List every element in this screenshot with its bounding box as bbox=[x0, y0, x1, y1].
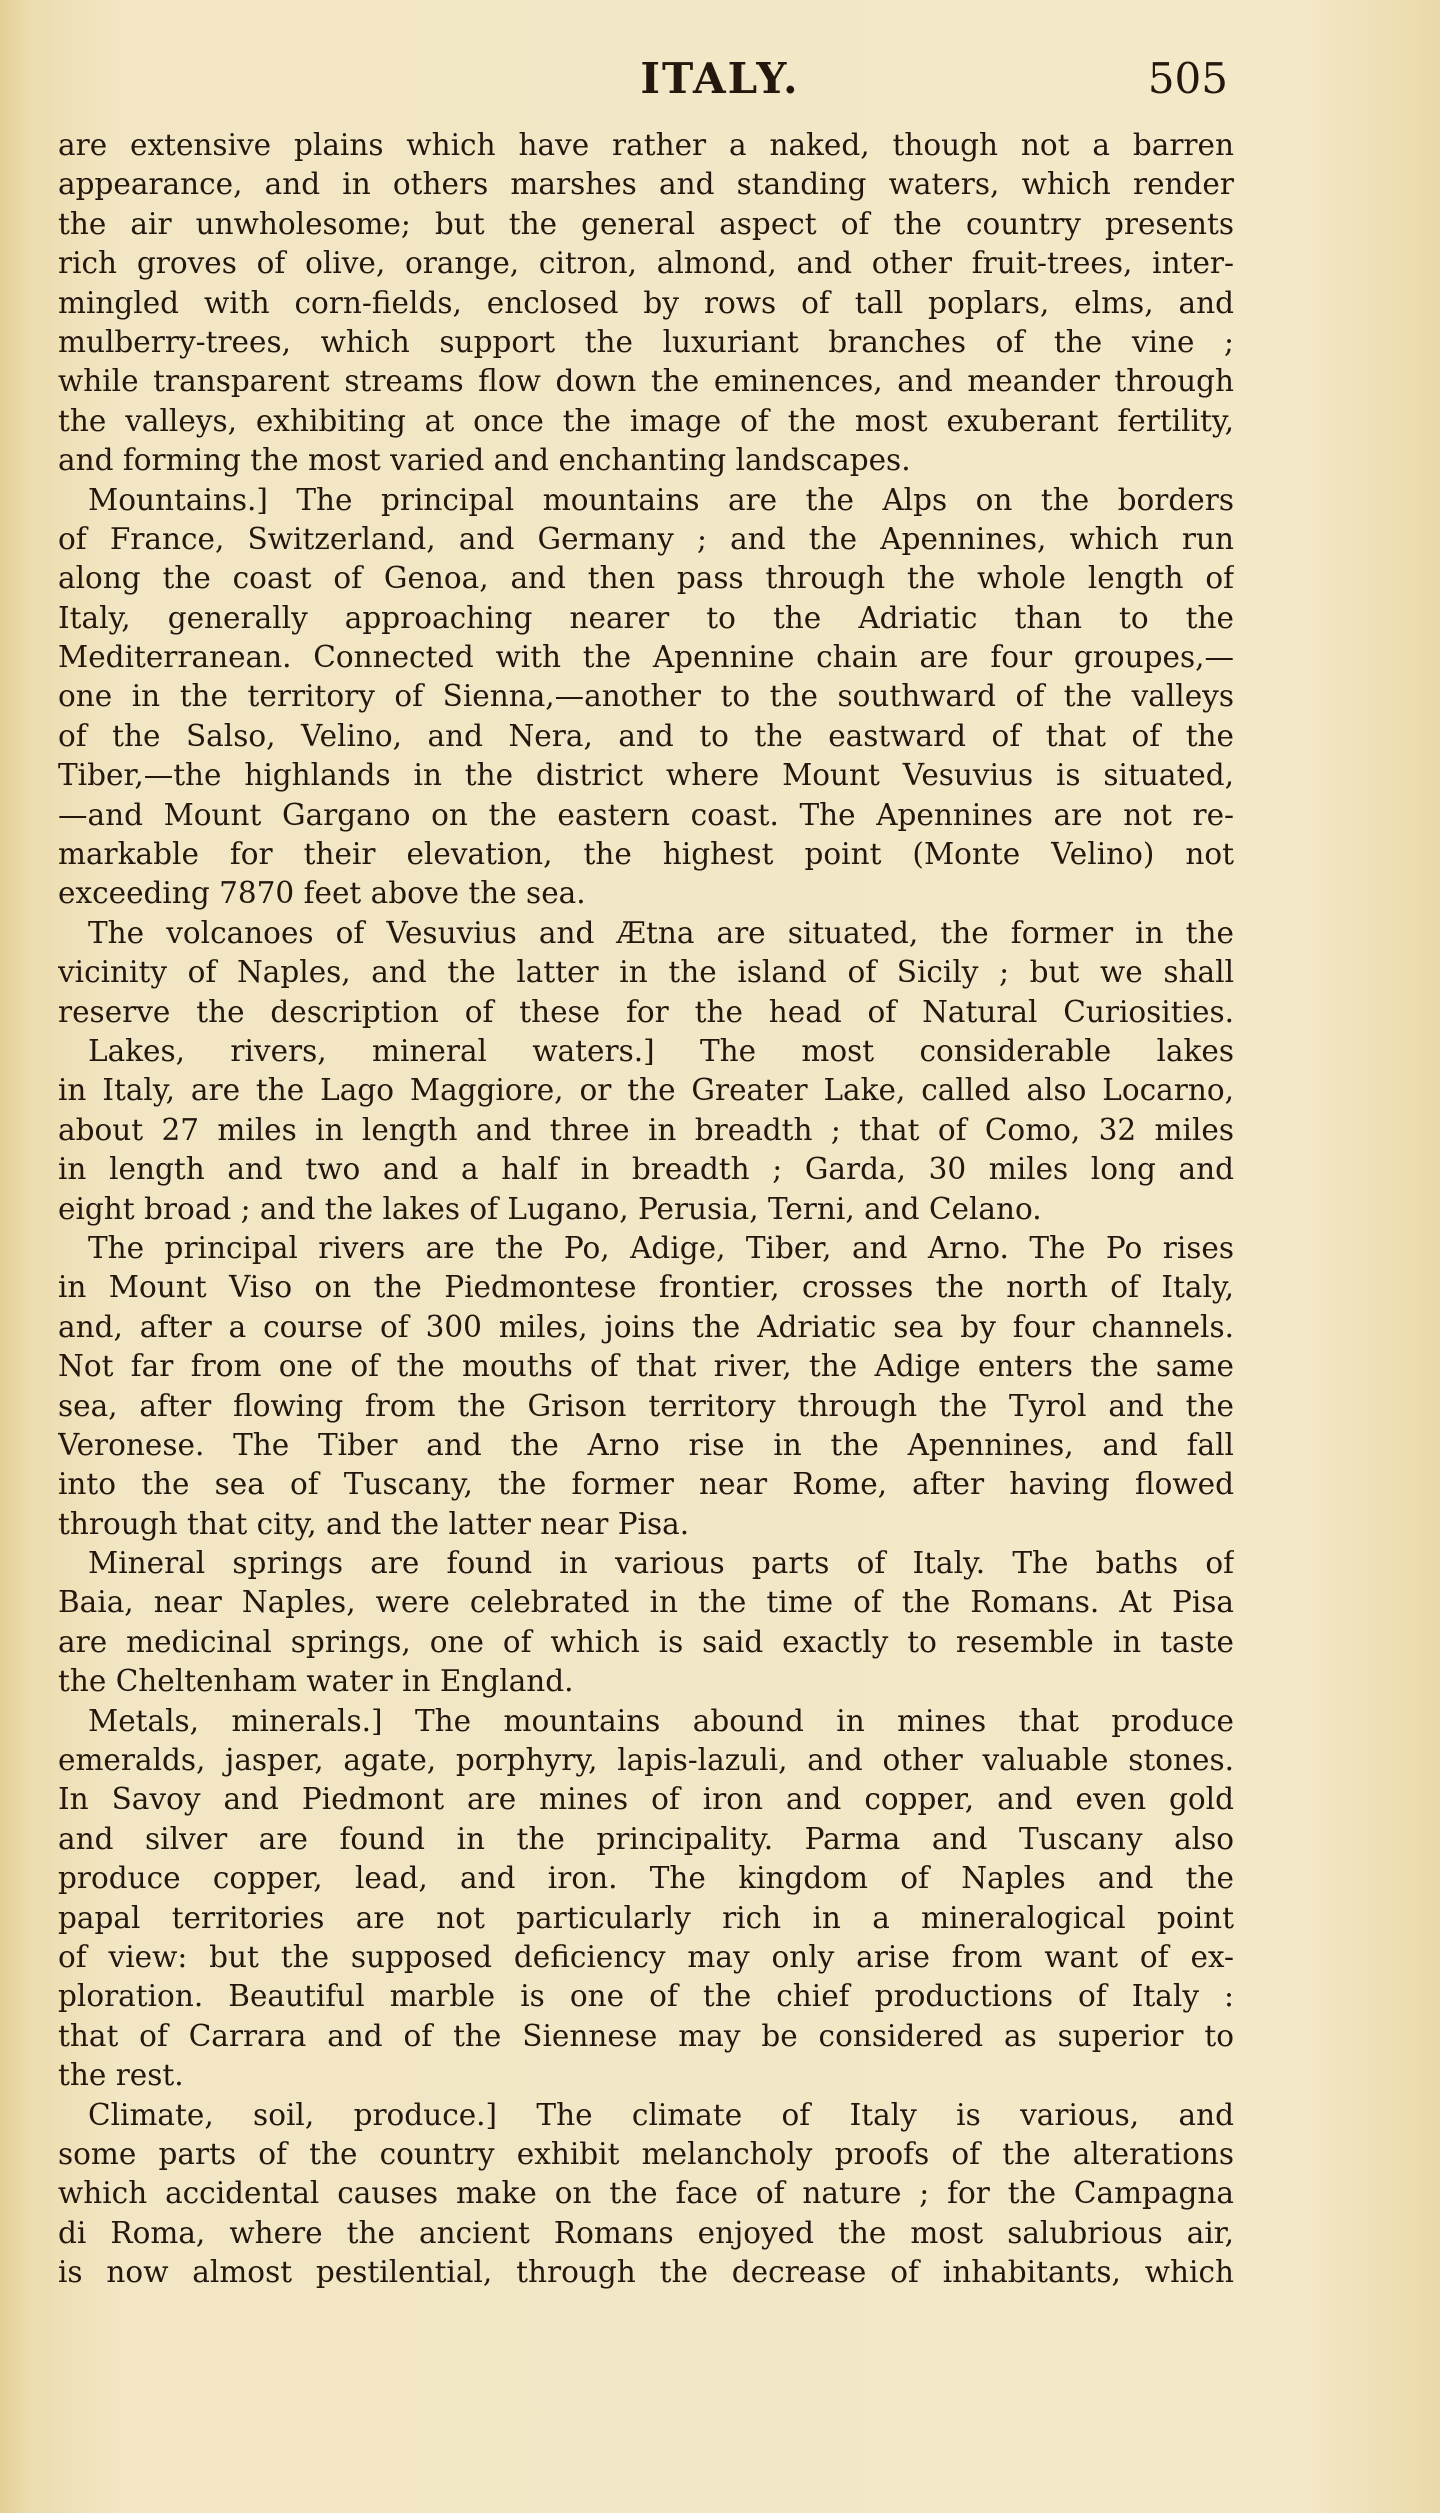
text-line: the air unwholesome; but the general aspect of the country presents bbox=[58, 206, 1234, 241]
text-line: the rest. bbox=[58, 2058, 184, 2093]
text-line: and forming the most varied and enchanting landscapes. bbox=[58, 443, 911, 478]
text-line: mingled with corn-fields, enclosed by rows of tall poplars, elms, and bbox=[58, 285, 1234, 320]
text-line: into the sea of Tuscany, the former near Rome, after having flowed bbox=[58, 1467, 1234, 1502]
text-line: Metals, minerals.] The mountains abound in mines that produce bbox=[88, 1703, 1234, 1738]
text-line: of the Salso, Velino, and Nera, and to the eastward of that of the bbox=[58, 718, 1234, 753]
text-line: rich groves of olive, orange, citron, almond, and other fruit-trees, inter- bbox=[58, 246, 1234, 281]
text-line: di Roma, where the ancient Romans enjoyed the most salubrious air, bbox=[58, 2215, 1234, 2250]
text-line: in Italy, are the Lago Maggiore, or the Greater Lake, called also Locarno, bbox=[58, 1073, 1234, 1108]
text-line: Not far from one of the mouths of that river, the Adige enters the same bbox=[58, 1349, 1234, 1384]
text-line: mulberry-trees, which support the luxuriant branches of the vine ; bbox=[58, 324, 1234, 359]
text-line: Baia, near Naples, were celebrated in the time of the Romans. At Pisa bbox=[58, 1585, 1234, 1620]
text-line: and silver are found in the principality. Parma and Tuscany also bbox=[58, 1821, 1234, 1856]
text-line: markable for their elevation, the highest point (Monte Velino) not bbox=[58, 837, 1234, 872]
text-line: of view: but the supposed deficiency may only arise from want of ex- bbox=[58, 1939, 1234, 1974]
text-line: the Cheltenham water in England. bbox=[58, 1664, 574, 1699]
text-line: of France, Switzerland, and Germany ; and the Apennines, which run bbox=[58, 521, 1234, 556]
text-line: eight broad ; and the lakes of Lugano, Perusia, Terni, and Celano. bbox=[58, 1191, 1042, 1226]
text-line: in length and two and a half in breadth ; Garda, 30 miles long and bbox=[58, 1152, 1234, 1187]
text-line: sea, after flowing from the Grison territory through the Tyrol and the bbox=[58, 1388, 1234, 1423]
text-line: reserve the description of these for the head of Natural Curiosities. bbox=[58, 994, 1234, 1029]
text-line: Mountains.] The principal mountains are the Alps on the borders bbox=[88, 482, 1234, 517]
text-line: papal territories are not particularly rich in a mineralogical point bbox=[58, 1900, 1234, 1935]
text-line: The volcanoes of Vesuvius and Ætna are situated, the former in the bbox=[88, 915, 1234, 950]
page-title: ITALY. bbox=[640, 54, 800, 103]
text-line: are extensive plains which have rather a naked, though not a barren bbox=[58, 128, 1234, 162]
running-header bbox=[0, 54, 1440, 114]
body-text bbox=[58, 126, 1234, 2292]
text-line: Climate, soil, produce.] The climate of Italy is various, and bbox=[88, 2097, 1234, 2132]
text-line: the valleys, exhibiting at once the image of the most exuberant fertility, bbox=[58, 403, 1234, 438]
text-line: vicinity of Naples, and the latter in the island of Sicily ; but we shall bbox=[58, 955, 1234, 990]
text-line: through that city, and the latter near Pisa. bbox=[58, 1506, 690, 1541]
text-line: are medicinal springs, one of which is said exactly to resemble in taste bbox=[58, 1624, 1234, 1659]
text-line: —and Mount Gargano on the eastern coast. The Apennines are not re- bbox=[58, 797, 1234, 832]
page-number: 505 bbox=[1147, 54, 1228, 103]
text-line: Lakes, rivers, mineral waters.] The most considerable lakes bbox=[88, 1033, 1234, 1068]
text-line: along the coast of Genoa, and then pass through the whole length of bbox=[58, 561, 1234, 596]
text-line: about 27 miles in length and three in breadth ; that of Como, 32 miles bbox=[58, 1112, 1234, 1147]
text-line: is now almost pestilential, through the decrease of inhabitants, which bbox=[58, 2255, 1234, 2290]
text-line: ploration. Beautiful marble is one of the chief productions of Italy : bbox=[58, 1979, 1234, 2014]
text-line: In Savoy and Piedmont are mines of iron and copper, and even gold bbox=[58, 1782, 1234, 1817]
text-line: Tiber,—the highlands in the district where Mount Vesuvius is situated, bbox=[58, 758, 1234, 793]
text-line: Mediterranean. Connected with the Apennine chain are four groupes,— bbox=[58, 640, 1234, 675]
text-line: exceeding 7870 feet above the sea. bbox=[58, 876, 586, 911]
text-line: produce copper, lead, and iron. The kingdom of Naples and the bbox=[58, 1861, 1234, 1896]
text-line: while transparent streams flow down the eminences, and meander through bbox=[58, 364, 1234, 399]
text-line: that of Carrara and of the Siennese may be considered as superior to bbox=[58, 2018, 1234, 2053]
text-line: one in the territory of Sienna,—another to the southward of the valleys bbox=[58, 679, 1234, 714]
text-line: in Mount Viso on the Piedmontese frontier, crosses the north of Italy, bbox=[58, 1270, 1234, 1305]
text-line: Veronese. The Tiber and the Arno rise in the Apennines, and fall bbox=[58, 1427, 1234, 1462]
text-line: and, after a course of 300 miles, joins the Adriatic sea by four channels. bbox=[58, 1309, 1234, 1344]
text-line: Mineral springs are found in various parts of Italy. The baths of bbox=[88, 1546, 1234, 1581]
text-line: which accidental causes make on the face of nature ; for the Campagna bbox=[58, 2176, 1234, 2211]
text-line: appearance, and in others marshes and standing waters, which render bbox=[58, 167, 1234, 202]
text-line: emeralds, jasper, agate, porphyry, lapis-lazuli, and other valuable stones. bbox=[58, 1743, 1234, 1778]
text-line: The principal rivers are the Po, Adige, Tiber, and Arno. The Po rises bbox=[88, 1230, 1234, 1265]
text-line: some parts of the country exhibit melancholy proofs of the alterations bbox=[58, 2136, 1234, 2171]
text-line: Italy, generally approaching nearer to the Adriatic than to the bbox=[58, 600, 1234, 635]
